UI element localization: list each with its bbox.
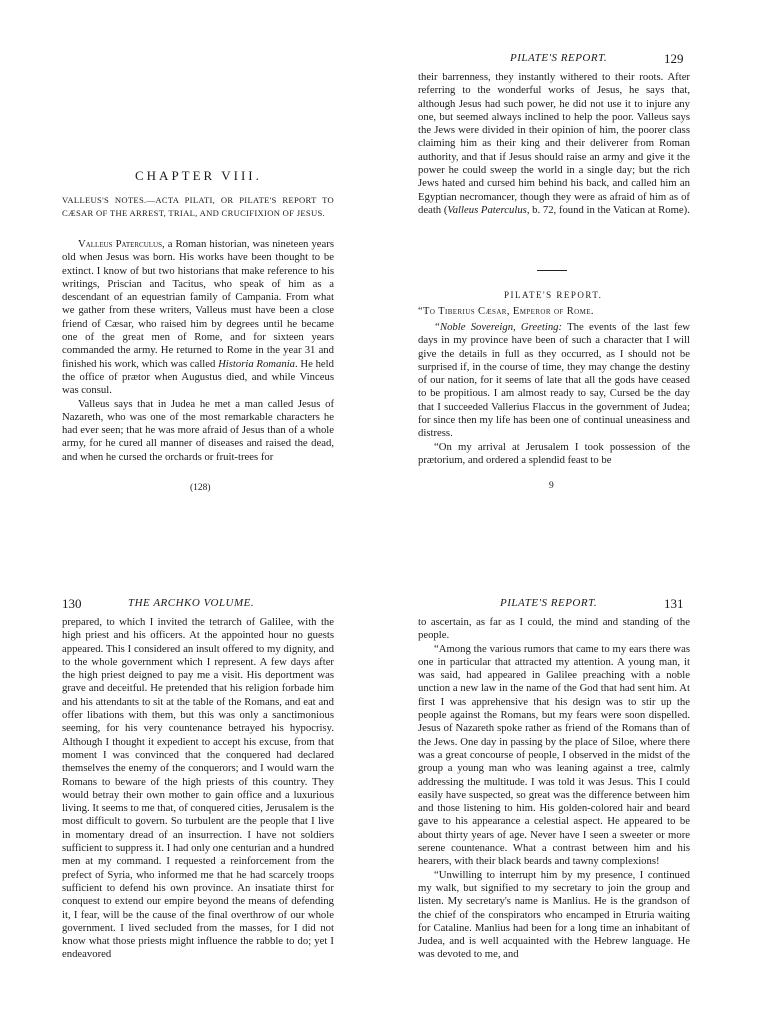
page-128-body [62, 238, 334, 464]
page-number: 130 [62, 596, 82, 611]
paragraph [418, 321, 690, 441]
paragraph-text: , a Roman historian, was nineteen years old when Jesus was born. His works have been thought to be extinct. I know of but two historians that make reference to his writings, Priscian and Tacitus, who speak of him as a descendant of an equestrian family of Campania. From what we gather from these writers, Valleus must have been a close friend of Cæsar, who raised him by degrees until he became one of the great men of Rome, and for sixteen years commanded the army. He returned to Rome in the year 31 and finished his work, which was called [62, 238, 334, 370]
paragraph-text: . He held the office of prætor when Augustus died, and while Vinceus was consul. [62, 357, 334, 397]
running-head: PILATE'S REPORT. [510, 52, 608, 64]
signature-mark: 9 [549, 481, 554, 491]
chapter-title: CHAPTER VIII. [135, 168, 262, 183]
greeting: “Noble Sovereign, Greeting: [434, 321, 563, 333]
page-129-letter [418, 321, 690, 467]
citation: Valleus Paterculus [447, 203, 527, 216]
paragraph: to ascertain, as far as I could, the mind and standing of the people. [418, 616, 690, 642]
lead-words: Valleus Paterculus [78, 238, 162, 250]
page-number: 131 [664, 596, 684, 611]
salutation: “To Tiberius Cæsar, Emperor of Rome. [418, 306, 594, 317]
chapter-summary: VALLEUS'S NOTES.—ACTA PILATI, OR PILATE'S REPORT TO CÆSAR OF THE ARREST, TRIAL, AND CRUCIFIXION OF JESUS. [62, 195, 334, 218]
page-131-body [418, 616, 690, 962]
running-head: THE ARCHKO VOLUME. [128, 597, 255, 609]
work-title: Historia Romania [218, 357, 296, 370]
section-title: PILATE'S REPORT. [504, 290, 603, 300]
paragraph: “On my arrival at Jerusalem I took possession of the prætorium, and ordered a splendid feast to be [418, 440, 690, 466]
paragraph-text: The events of the last few days in my province have been of such a character that I will give the details in full as they occurred, as I should not be surprised if, in the course of time, they may change the destiny of our nation, for it seems of late that all the gods have ceased to be propitious. I am almost ready to say, Cursed be the day that I succeeded Vallerius Flaccus in the government of Judea; for since then my life has been one of continual uneasiness and distress. [418, 321, 690, 440]
running-head: PILATE'S REPORT. [500, 597, 598, 609]
section-rule [537, 270, 567, 271]
page-number: (128) [190, 483, 211, 493]
paragraph [62, 238, 334, 398]
paragraph [418, 71, 690, 217]
paragraph: “Among the various rumors that came to my ears there was one in particular that attracted my attention. A young man, it was said, had appeared in Galilee preaching with a noble unction a new law in the name of the God that had sent him. At first I was apprehensive that his design was to stir up the people against the Romans, but my fears were soon dispelled. Jesus of Nazareth spoke rather as friend of the Romans than of the Jews. One day in passing by the place of Siloe, where there was a great concourse of people, I observed in the midst of the group a young man who was leaning against a tree, calmly addressing the multitude. I was told it was Jesus. This I could easily have suspected, so great was the difference between him and those listening to him. His golden-colored hair and beard gave to his appearance a celestial aspect. He appeared to be about thirty years of age. Never have I seen a sweeter or more serene countenance. What a contrast between him and his hearers, with their black beards and tawny complexions! [418, 642, 690, 868]
paragraph: “Unwilling to interrupt him by my presence, I continued my walk, but signified to my secretary to join the group and listen. My secretary's name is Manlius. He is the grandson of the chief of the conspirators who encamped in Etruria waiting for Cataline. Manlius had been for a long time an inhabitant of Judea, and is well acquainted with the Hebrew language. He was devoted to me, and [418, 868, 690, 961]
paragraph-text: their barrenness, they instantly withered to their roots. After referring to the wonderful works of Jesus, he says that, although Jesus had such power, he did not use it to injure any one, but seemed always inclined to help the poor. Valleus says the Jews were divided in their opinion of him, the poorer class claiming him as their king and their deliverer from Roman authority, and that if Jesus should raise an army and give it the power he could sweep the world in a single day; but the rich Jews hated and cursed him behind his back, and called him an Egyptian necromancer, though they were as afraid of him as of death ( [418, 71, 690, 216]
paragraph: Valleus says that in Judea he met a man called Jesus of Nazareth, who was one of the most remarkable characters he had ever seen; that he was more afraid of Jesus than of a whole army, for he cured all manner of diseases and raised the dead, and when he cursed the orchards or fruit-trees for [62, 397, 334, 463]
page-number: 129 [664, 51, 684, 66]
page-129-body [418, 71, 690, 217]
paragraph: prepared, to which I invited the tetrarch of Galilee, with the high priest and his officers. At the appointed hour no guests appeared. This I considered an insult offered to my dignity, and to the whole government which I represent. A few days after the high priest deigned to pay me a visit. His deportment was grave and deceitful. He pretended that his religion forbade him and his attendants to sit at the table of the Romans, and eat and offer libations with them, but this was only a sanctimonious seeming, for his very countenance betrayed his hypocrisy. Although I thought it expedient to accept his excuse, from that moment I was convinced that the conquered had declared themselves the enemy of the conquerors; and I would warn the Romans to beware of the high priests of this country. They would betray their own mother to gain office and a luxurious living. It seems to me that, of conquered cities, Jerusalem is the most difficult to govern. So turbulent are the people that I live in momentary dread of an insurrection. I have not soldiers sufficient to suppress it. I had only one centurian and a hundred men at my command. I requested a reinforcement from the prefect of Syria, who informed me that he had scarcely troops sufficient to defend his own province. An insatiate thirst for conquest to extend our empire beyond the means of defending it, I fear, will be the cause of the final overthrow of our whole government. I lived secluded from the masses, for I did not know what those priests might influence the rabble to do; yet I endeavored [62, 616, 334, 961]
paragraph-text: , b. 72, found in the Vatican at Rome). [526, 203, 690, 216]
page-130-body [62, 616, 334, 962]
